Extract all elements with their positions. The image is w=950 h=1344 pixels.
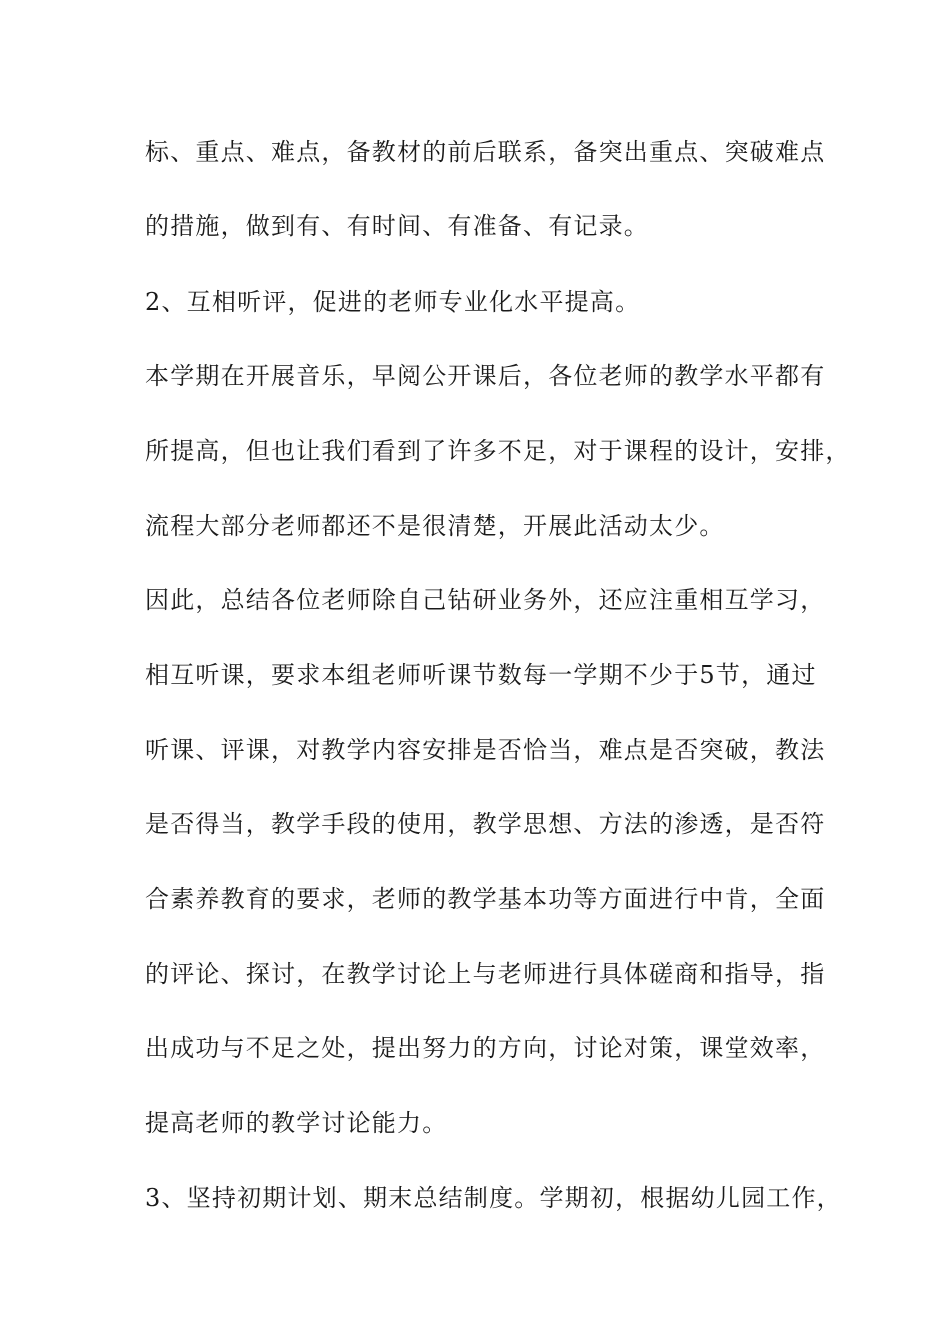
text-line: 的措施，做到有、有时间、有准备、有记录。: [145, 212, 649, 240]
text-line: 标、重点、难点，备教材的前后联系，备突出重点、突破难点: [145, 138, 826, 166]
text-line: 2、互相听评，促进的老师专业化水平提高。: [145, 288, 641, 316]
text-line: 相互听课，要求本组老师听课节数每一学期不少于5节，通过: [145, 661, 817, 689]
text-line: 3、坚持初期计划、期末总结制度。学期初，根据幼儿园工作，: [145, 1184, 842, 1212]
text-line: 合素养教育的要求，老师的教学基本功等方面进行中肯，全面: [145, 885, 826, 913]
text-line: 提高老师的教学讨论能力。: [145, 1109, 448, 1137]
text-line: 本学期在开展音乐，早阅公开课后，各位老师的教学水平都有: [145, 362, 826, 390]
text-line: 流程大部分老师都还不是很清楚，开展此活动太少。: [145, 512, 725, 540]
text-line: 听课、评课，对教学内容安排是否恰当，难点是否突破，教法: [145, 736, 826, 764]
text-line: 的评论、探讨，在教学讨论上与老师进行具体磋商和指导，指: [145, 960, 826, 988]
text-line: 出成功与不足之处，提出努力的方向，讨论对策，课堂效率，: [145, 1034, 826, 1062]
text-line: 所提高，但也让我们看到了许多不足，对于课程的设计，安排，: [145, 437, 851, 465]
text-line: 因此，总结各位老师除自己钻研业务外，还应注重相互学习，: [145, 586, 826, 614]
text-line: 是否得当，教学手段的使用，教学思想、方法的渗透，是否符: [145, 810, 826, 838]
